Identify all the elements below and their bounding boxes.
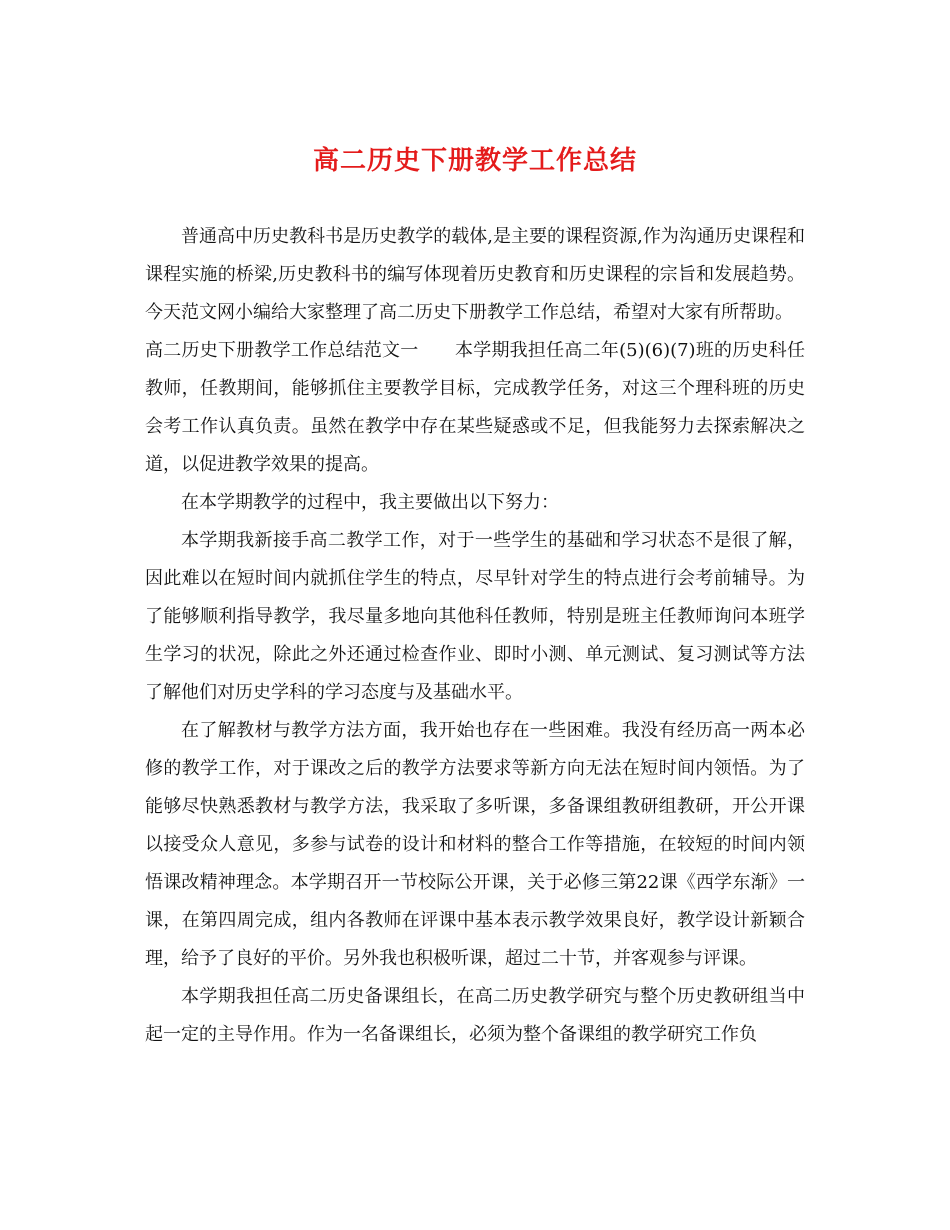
paragraph-students: 本学期我新接手高二教学工作，对于一些学生的基础和学习状态不是很了解，因此难以在短时间内就抓住学生的特点，尽早针对学生的特点进行会考前辅导。为了能够顺利指导教学，我尽量多地向其他科任教师，特别是班主任教师询问本班学生学习的状况，除此之外还通过检查作业、即时小测、单元测试、复习测试等方法了解他们对历史学科的学习态度与及基础水平。 <box>145 530 805 703</box>
document-body <box>145 218 805 1054</box>
paragraph-teaching-methods: 在了解教材与教学方法方面，我开始也存在一些困难。我没有经历高一两本必修的教学工作，对于课改之后的教学方法要求等新方向无法在短时间内领悟。为了能够尽快熟悉教材与教学方法，我采取了多听课，多备课组教研组教研，开公开课以接受众人意见，多参与试卷的设计和材料的整合工作等措施，在较短的时间内领悟课改精神理念。本学期召开一节校际公开课，关于必修三第22课《西学东渐》一课，在第四周完成，组内各教师在评课中基本表示教学效果良好，教学设计新颖合理，给予了良好的平价。另外我也积极听课，超过二十节，并客观参与评课。 <box>145 720 805 969</box>
paragraph-group-leader: 本学期我担任高二历史备课组长，在高二历史教学研究与整个历史教研组当中起一定的主导作用。作为一名备课组长，必须为整个备课组的教学研究工作负 <box>145 986 805 1045</box>
paragraph-sample-one: 高二历史下册教学工作总结范文一 本学期我担任高二年(5)(6)(7)班的历史科任教师，任教期间，能够抓住主要教学目标，完成教学任务，对这三个理科班的历史会考工作认真负责。虽然在教学中存在某些疑惑或不足，但我能努力去探索解决之道，以促进教学效果的提高。 <box>145 340 805 475</box>
paragraph-efforts-lead: 在本学期教学的过程中，我主要做出以下努力： <box>181 492 559 513</box>
document-title: 高二历史下册教学工作总结 <box>312 146 637 176</box>
paragraph-intro: 普通高中历史教科书是历史教学的载体,是主要的课程资源,作为沟通历史课程和课程实施的桥梁,历史教科书的编写体现着历史教育和历史课程的宗旨和发展趋势。今天范文网小编给大家整理了高二历史下册教学工作总结，希望对大家有所帮助。 <box>145 226 805 323</box>
